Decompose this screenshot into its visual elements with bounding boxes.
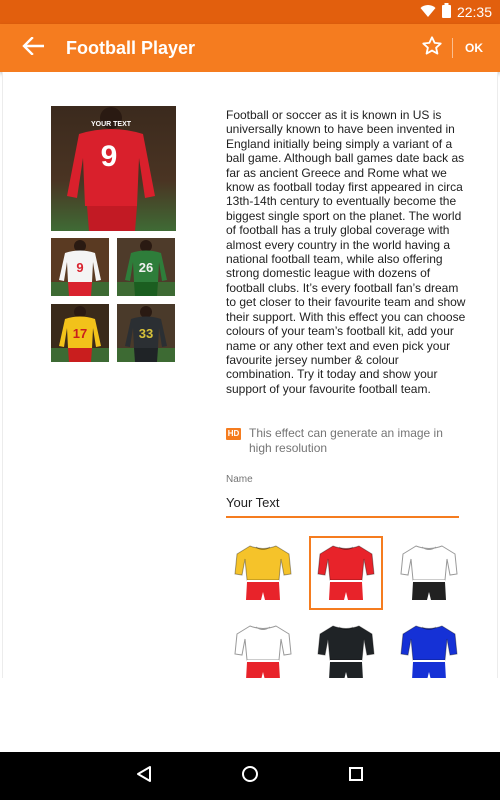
ok-button[interactable]: OK <box>465 41 483 55</box>
effect-content <box>2 72 498 678</box>
effect-description: Football or soccer as it is known in US is universally known to have been invented in England initially being simply a variant of a ball game. Although ball games date back as far as ancient Greece and Rome what we know as football today first appeared in circa 13th-14th century to eventually become the biggest single sport on the planet. The world of football has a truly global coverage with almost every country in the world having a national football team, while also offering strong domestic league with dozens of football clubs. It’s every football fan’s dream to get closer to their favourite team and show their support. With this effect you can choose colours of your team’s football kit, add your name or any other text and even pick your favourite jersey number & colour combination. Try it today and show your support of your favourite football team. <box>226 108 466 396</box>
nav-recents-button[interactable] <box>343 764 369 788</box>
hero-preview-image <box>51 106 176 231</box>
thumbnail-number: 33 <box>138 326 154 341</box>
app-bar <box>0 24 500 72</box>
thumbnail-number: 9 <box>76 260 84 275</box>
kit-option-1[interactable] <box>309 536 383 610</box>
back-button[interactable] <box>18 34 48 62</box>
home-circle-icon <box>241 765 259 788</box>
thumbnail-0[interactable] <box>51 238 109 296</box>
name-field-label: Name <box>226 474 253 485</box>
system-nav-bar <box>0 752 500 800</box>
arrow-left-icon <box>22 37 44 60</box>
thumbnail-number: 17 <box>72 326 88 341</box>
battery-icon <box>442 3 451 21</box>
recents-square-icon <box>348 766 364 787</box>
back-triangle-icon <box>136 765 152 788</box>
kit-option-4[interactable] <box>309 616 383 678</box>
thumbnail-2[interactable] <box>51 304 109 362</box>
hero-name-text: YOUR TEXT <box>90 121 132 128</box>
favorite-button[interactable] <box>418 34 446 62</box>
kit-option-2[interactable] <box>392 536 466 610</box>
kit-option-0[interactable] <box>226 536 300 610</box>
status-bar <box>0 0 500 24</box>
wifi-icon <box>420 4 436 21</box>
kit-option-3[interactable] <box>226 616 300 678</box>
thumbnail-3[interactable] <box>117 304 175 362</box>
status-time: 22:35 <box>456 4 492 20</box>
hero-number-text: 9 <box>100 140 118 173</box>
app-bar-divider <box>452 38 453 58</box>
nav-home-button[interactable] <box>237 764 263 788</box>
kit-option-5[interactable] <box>392 616 466 678</box>
name-input[interactable] <box>226 490 459 518</box>
star-outline-icon <box>421 35 443 62</box>
thumbnail-1[interactable] <box>117 238 175 296</box>
page-title: Football Player <box>66 38 196 58</box>
nav-back-button[interactable] <box>131 764 157 788</box>
hd-badge-icon: HD <box>227 429 240 438</box>
hd-notice-text: This effect can generate an image in high resolution <box>249 426 443 455</box>
thumbnail-number: 26 <box>138 260 154 275</box>
status-icons <box>420 2 492 22</box>
kit-color-picker <box>226 536 466 678</box>
